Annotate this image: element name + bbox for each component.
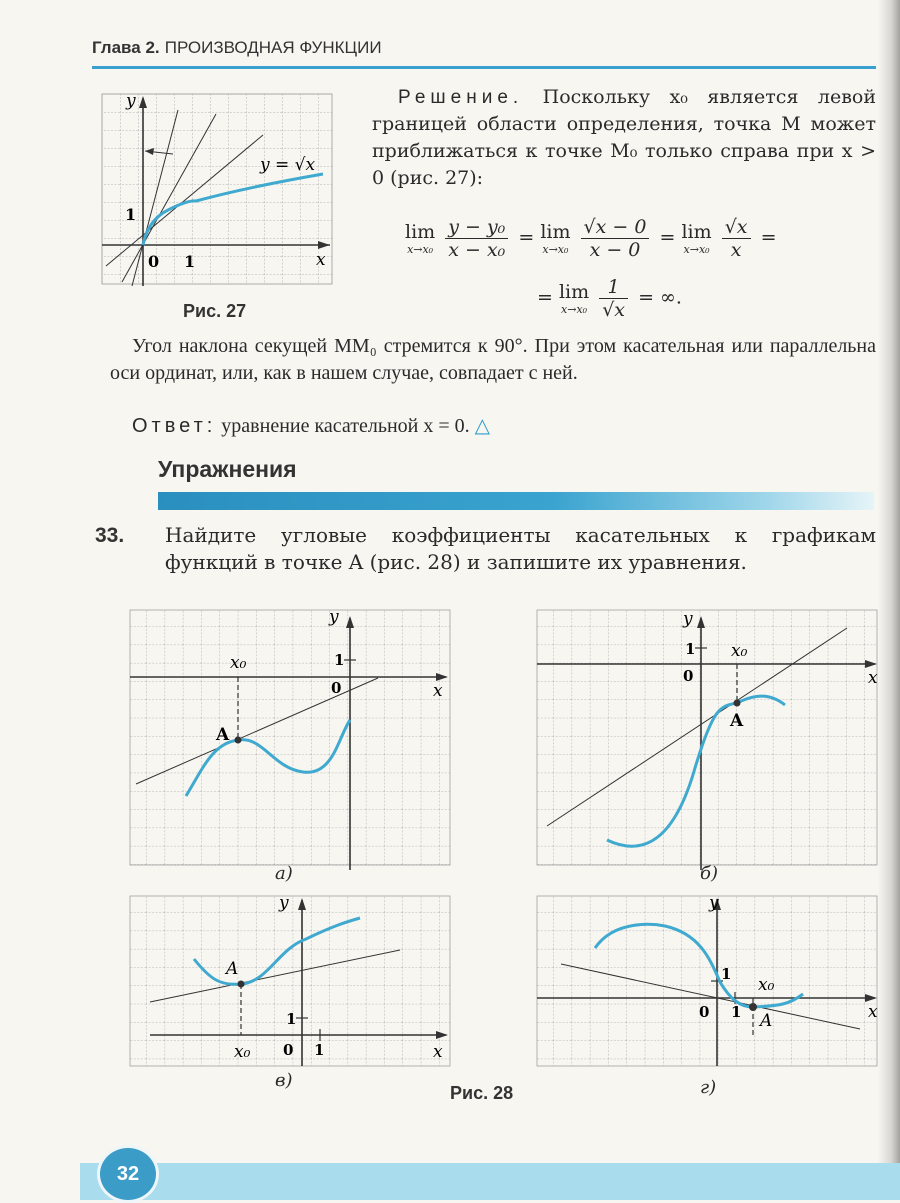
chapter-title: ПРОИЗВОДНАЯ ФУНКЦИИ (164, 38, 382, 57)
svg-text:x: x (868, 668, 878, 688)
svg-text:x₀: x₀ (731, 641, 748, 661)
page-number-badge: 32 (97, 1145, 159, 1203)
exercise-text: Найдите угловые коэффициенты касательных к графикам функций в точке A (рис. 28) и запишите их уравнения. (165, 523, 876, 574)
limit-formula-line-2: = lim x→x₀ $\frac{1}{√x}$ = ∞. (537, 276, 682, 321)
svg-text:1: 1 (286, 1010, 297, 1028)
svg-text:1: 1 (314, 1041, 325, 1059)
svg-text:1: 1 (731, 1003, 742, 1021)
fraction-2: $\frac{√x - 0}{x - 0}$ (581, 216, 650, 261)
tick-x-label: 1 (184, 252, 196, 271)
figure-28v-graph (128, 894, 453, 1070)
axis-y-label: y (126, 91, 136, 111)
svg-text:0: 0 (683, 667, 694, 685)
solution-body: Поскольку x₀ является левой границей области определения, точка M может приближаться к точке M₀ только справа при x > 0 (рис. 27): (372, 86, 877, 189)
svg-text:A: A (760, 1011, 773, 1031)
fraction-1: $\frac{\text{y − y₀}}{\text{x − x₀}}$ (445, 216, 508, 261)
section-title: Упражнения (158, 456, 297, 482)
svg-text:x₀: x₀ (230, 653, 247, 673)
fraction-3: $\frac{√x}{x}$ (722, 216, 751, 261)
svg-text:x: x (868, 1002, 878, 1022)
panel-label-v: в) (275, 1070, 293, 1091)
figure-28a-graph (128, 608, 453, 870)
answer-text: уравнение касательной x = 0. (221, 415, 470, 437)
end-of-solution-triangle-icon: △ (474, 415, 491, 437)
svg-text:0: 0 (699, 1003, 710, 1021)
figure-27-graph (98, 90, 338, 290)
figure-28-caption: Рис. 28 (450, 1083, 514, 1103)
exercise-number: 33. (95, 524, 125, 547)
answer-line (132, 413, 872, 440)
svg-text:x₀: x₀ (758, 975, 775, 995)
svg-text:A: A (216, 725, 230, 745)
svg-text:y: y (279, 894, 289, 913)
page-binding-shadow (878, 0, 900, 1200)
panel-label-b: б) (700, 863, 719, 884)
tangent-paragraph: Угол наклона секущей MM₀ стремится к 90°. При этом касательная или параллельна оси ординат, или, как в нашем случае, совпадает с ней. (110, 335, 876, 384)
svg-text:0: 0 (331, 679, 342, 697)
svg-text:x: x (433, 1042, 443, 1062)
figure-28g-graph (535, 894, 880, 1070)
chapter-header (92, 38, 876, 69)
svg-text:0: 0 (283, 1041, 294, 1059)
axis-x-label: x (316, 250, 326, 270)
panel-label-g: г) (700, 1077, 717, 1098)
footer-band (80, 1163, 900, 1200)
solution-label: Решение. (398, 87, 524, 108)
section-band (158, 492, 874, 510)
fraction-4: $\frac{1}{√x}$ (599, 276, 628, 321)
svg-text:A: A (226, 959, 239, 979)
svg-text:y: y (683, 609, 693, 629)
curve-label: y = √x (260, 155, 316, 175)
svg-text:A: A (730, 711, 744, 731)
solution-text (372, 84, 876, 192)
svg-text:x: x (433, 681, 443, 701)
svg-text:y: y (709, 894, 719, 913)
svg-text:1: 1 (721, 965, 732, 983)
answer-label: Ответ: (132, 415, 217, 437)
svg-text:1: 1 (334, 651, 345, 669)
limit-formula-line-1: lim x→x₀ $\frac{\text{y − y₀}}{\text{x − x₀}}$ = lim x→x₀ $\frac{√x - 0}{x - 0}$ = lim x→x₀ $\frac{√x}{x}$ = (405, 216, 777, 261)
figure-28b-graph (535, 608, 880, 870)
origin-label: 0 (148, 252, 160, 271)
tick-y-label: 1 (125, 205, 137, 224)
chapter-label: Глава 2. (92, 38, 160, 57)
svg-text:y: y (329, 608, 339, 627)
panel-label-a: а) (275, 863, 293, 884)
svg-text:1: 1 (685, 640, 696, 658)
svg-text:x₀: x₀ (234, 1042, 251, 1062)
figure-27-caption: Рис. 27 (183, 301, 247, 321)
